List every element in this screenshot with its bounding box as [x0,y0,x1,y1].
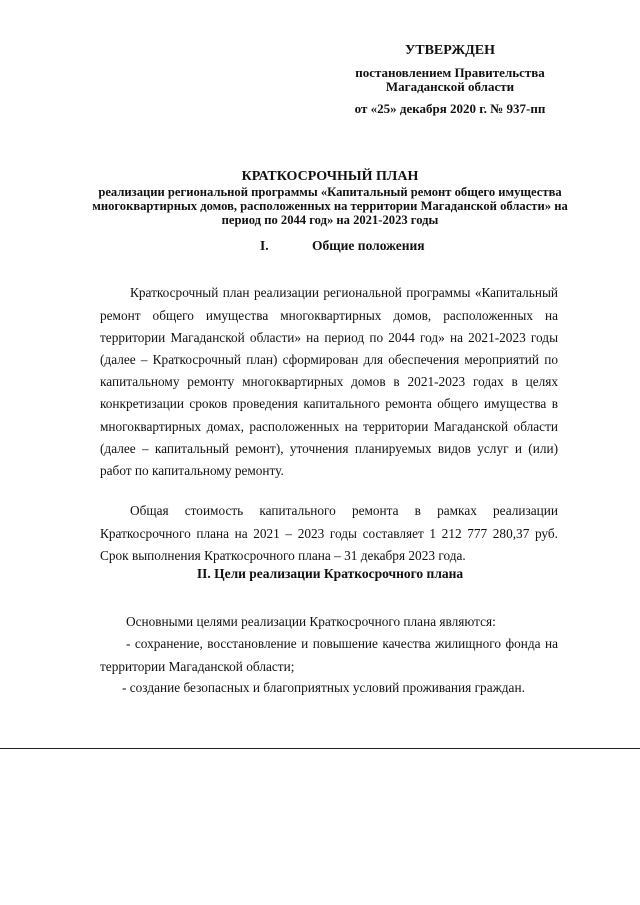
approval-date: от «25» декабря 2020 г. № 937-пп [354,101,546,116]
section-2-intro: Основными целями реализации Краткосрочного плана являются: [126,614,496,630]
page-divider-line [0,748,640,749]
section-2-goal-1: - сохранение, восстановление и повышение качества жилищного фонда на территории Магаданской области; [100,636,558,674]
section-2-goal-2: - создание безопасных и благоприятных условий проживания граждан. [122,680,525,696]
approval-line-1: постановлением Правительства [355,65,545,80]
approval-stamp [330,44,570,116]
section-1-title: Общие положения [312,238,425,253]
approval-line-2: Магаданской области [385,79,515,94]
document-subtitle: реализации региональной программы «Капитальный ремонт общего имущества многоквартирных домов, расположенных на территории Магаданской области» на период по 2044 год» на 2021-2023 годы [92,185,568,227]
section-1-number: I. [260,238,269,253]
section-1-paragraph-1: Краткосрочный план реализации региональной программы «Капитальный ремонт общего имущества многоквартирных домов, расположенных на территории Магаданской области» на период по 2044 год» на 2021-2023 годы (далее – Краткосрочный план) сформирован для обеспечения мероприятий по капитальному ремонту многоквартирных домов в 2021-2023 годах в целях конкретизации сроков проведения капитального ремонта общего имущества в многоквартирных домах, расположенных на территории Магаданской области (далее – капитальный ремонт), уточнения планируемых видов услуг и (или) работ по капитальному ремонту. [100,285,558,478]
document-title: КРАТКОСРОЧНЫЙ ПЛАН [241,169,419,184]
section-2-title: II. Цели реализации Краткосрочного плана [196,566,464,581]
approval-title: УТВЕРЖДЕН [404,43,496,58]
section-1-paragraph-2: Общая стоимость капитального ремонта в рамках реализации Краткосрочного плана на 2021 – 2023 годы составляет 1 212 777 280,37 руб. Срок выполнения Краткосрочного плана – 31 декабря 2023 года. [100,503,558,563]
